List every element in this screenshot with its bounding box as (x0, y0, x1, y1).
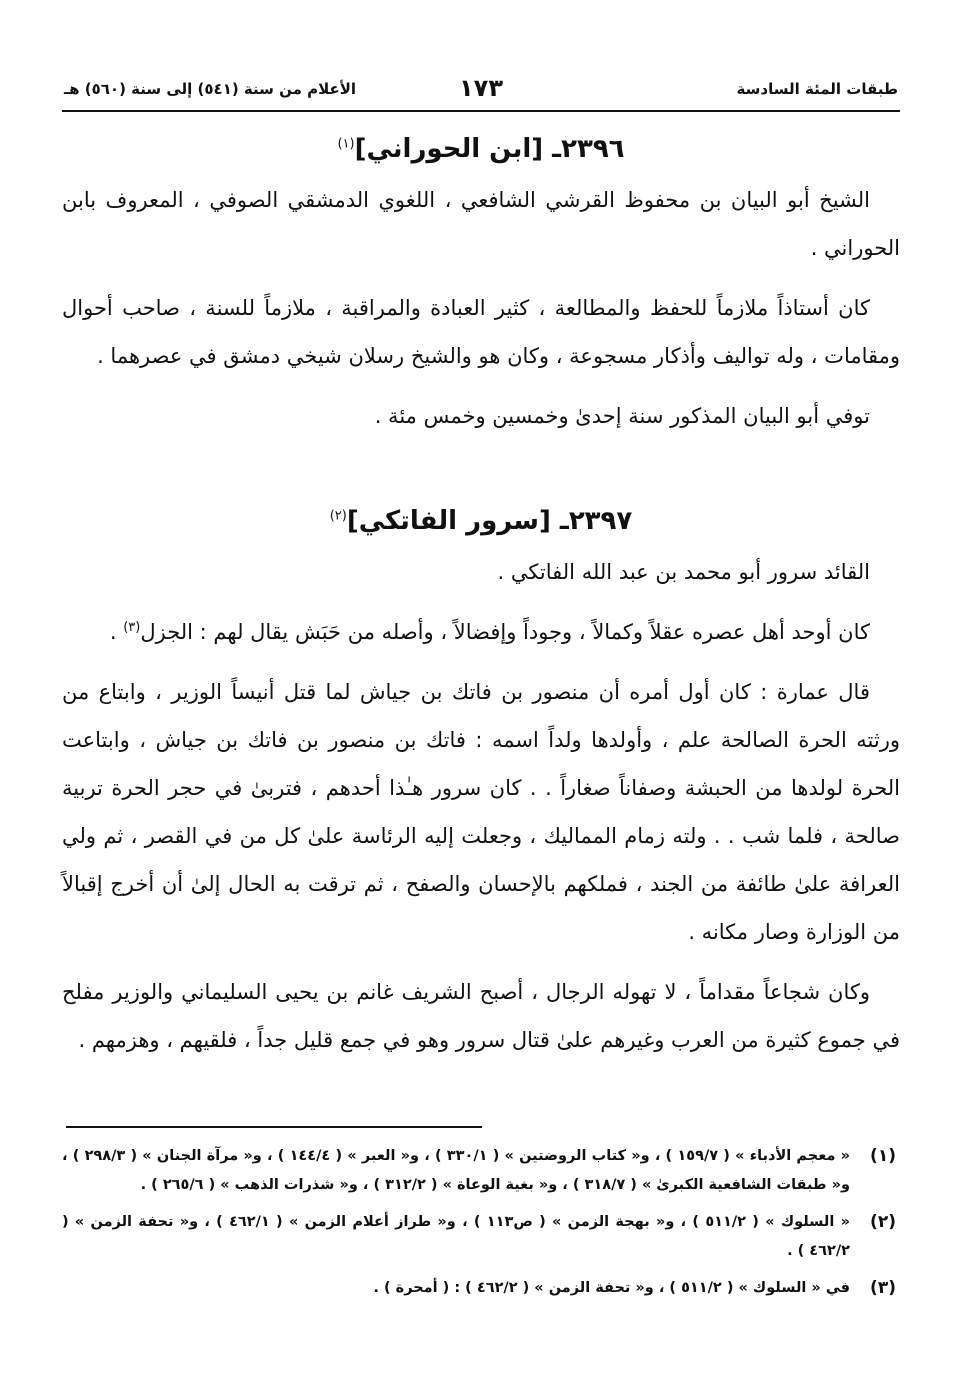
paragraph: توفي أبو البيان المذكور سنة إحدىٰ وخمسين وخمس مئة . (374, 404, 870, 428)
footnote (62, 1142, 900, 1200)
paragraph: كان أستاذاً ملازماً للحفظ والمطالعة ، كثير العبادة والمراقبة ، ملازماً للسنة ، صاحب أحوال ومقامات ، وله تواليف وأذكار مسجوعة ، وكان هو والشيخ رسلان شيخي دمشق في عصرهما . (62, 296, 900, 368)
footnote-text: في « السلوك » ( ٥١١/٢ ) ، و« تحفة الزمن » ( ٤٦٢/٢ ) : ( أمحرة ) . (373, 1280, 850, 1296)
entry-heading-2396 (62, 122, 900, 176)
footnote-number: (١) (870, 1146, 896, 1166)
entry-separator (62, 452, 900, 494)
paragraph-text-end: . (109, 620, 124, 644)
footnote-ref: (٣) (123, 620, 141, 635)
page-number: ١٧٣ (459, 74, 503, 102)
footnote-divider (66, 1126, 482, 1128)
paragraph (62, 608, 900, 656)
footnote (62, 1274, 900, 1303)
paragraph: القائد سرور أبو محمد بن عبد الله الفاتكي . (497, 560, 870, 584)
main-text (62, 122, 900, 1076)
header-book-title: طبقات المئة السادسة (736, 80, 898, 98)
footnote-ref: (١) (337, 136, 355, 152)
paragraph-text: كان أوحد أهل عصره عقلاً وكمالاً ، وجوداً وإفضالاً ، وأصله من حَبَش يقال لهم : الجزل (140, 620, 870, 644)
entry-heading-text: ٢٣٩٦ـ [ابن الحوراني] (354, 134, 625, 164)
paragraph: وكان شجاعاً مقداماً ، لا تهوله الرجال ، أصبح الشريف غانم بن يحيى السليماني والوزير مفلح في جموع كثيرة من العرب وغيرهم علىٰ قتال سرور وهو في جمع قليل جداً ، فلقيهم ، وهزمهم . (62, 980, 900, 1052)
footnote (62, 1208, 900, 1266)
header-section-range: الأعلام من سنة (٥٤١) إلى سنة (٥٦٠) هـ (64, 80, 357, 98)
footnote-text: « معجم الأدباء » ( ١٥٩/٧ ) ، و« كتاب الروضتين » ( ٣٣٠/١ ) ، و« العبر » ( ١٤٤/٤ ) ، و« مرآة الجنان » ( ٢٩٨/٣ ) ، و« طبقات الشافعية الكبرىٰ » ( ٣١٨/٧ ) ، و« بغية الوعاة » ( ٣١٢/٢ ) ، و« شذرات الذهب » ( ٢٦٥/٦ ) . (62, 1148, 850, 1193)
paragraph: قال عمارة : كان أول أمره أن منصور بن فاتك بن جياش لما قتل أنيساً الوزير ، وابتاع من ورثته الحرة الصالحة علم ، وأولدها ولداً اسمه : فاتك بن منصور بن فاتك بن جياش ، وابتاعت الحرة لولدها من الحبشة وصفاناً صغاراً . . كان سرور هـٰذا أحدهم ، فتربىٰ في حجر الحرة تربية صالحة ، فلما شب . . ولته زمام المماليك ، وجعلت إليه الرئاسة علىٰ كل من في القصر ، ثم ولي العرافة علىٰ طائفة من الجند ، فملكهم بالإحسان والصفح ، ثم ترقت به الحال إلىٰ أن أخرج إقبالاً من الوزارة وصار مكانه . (62, 680, 900, 944)
footnote-ref: (٢) (329, 508, 347, 524)
entry-heading-text: ٢٣٩٧ـ [سرور الفاتكي] (346, 506, 633, 536)
footnote-number: (٣) (870, 1278, 896, 1298)
entry-heading-2397 (62, 494, 900, 548)
running-header (62, 76, 900, 112)
footnote-number: (٢) (870, 1212, 896, 1232)
footnote-text: « السلوك » ( ٥١١/٢ ) ، و« بهجة الزمن » ( ص١١٣ ) ، و« طراز أعلام الزمن » ( ٤٦٢/١ ) ، و« تحفة الزمن » ( ٤٦٢/٢ ) . (62, 1214, 850, 1259)
paragraph: الشيخ أبو البيان بن محفوظ القرشي الشافعي ، اللغوي الدمشقي الصوفي ، المعروف بابن الحوراني . (62, 188, 900, 260)
footnotes (62, 1142, 900, 1311)
